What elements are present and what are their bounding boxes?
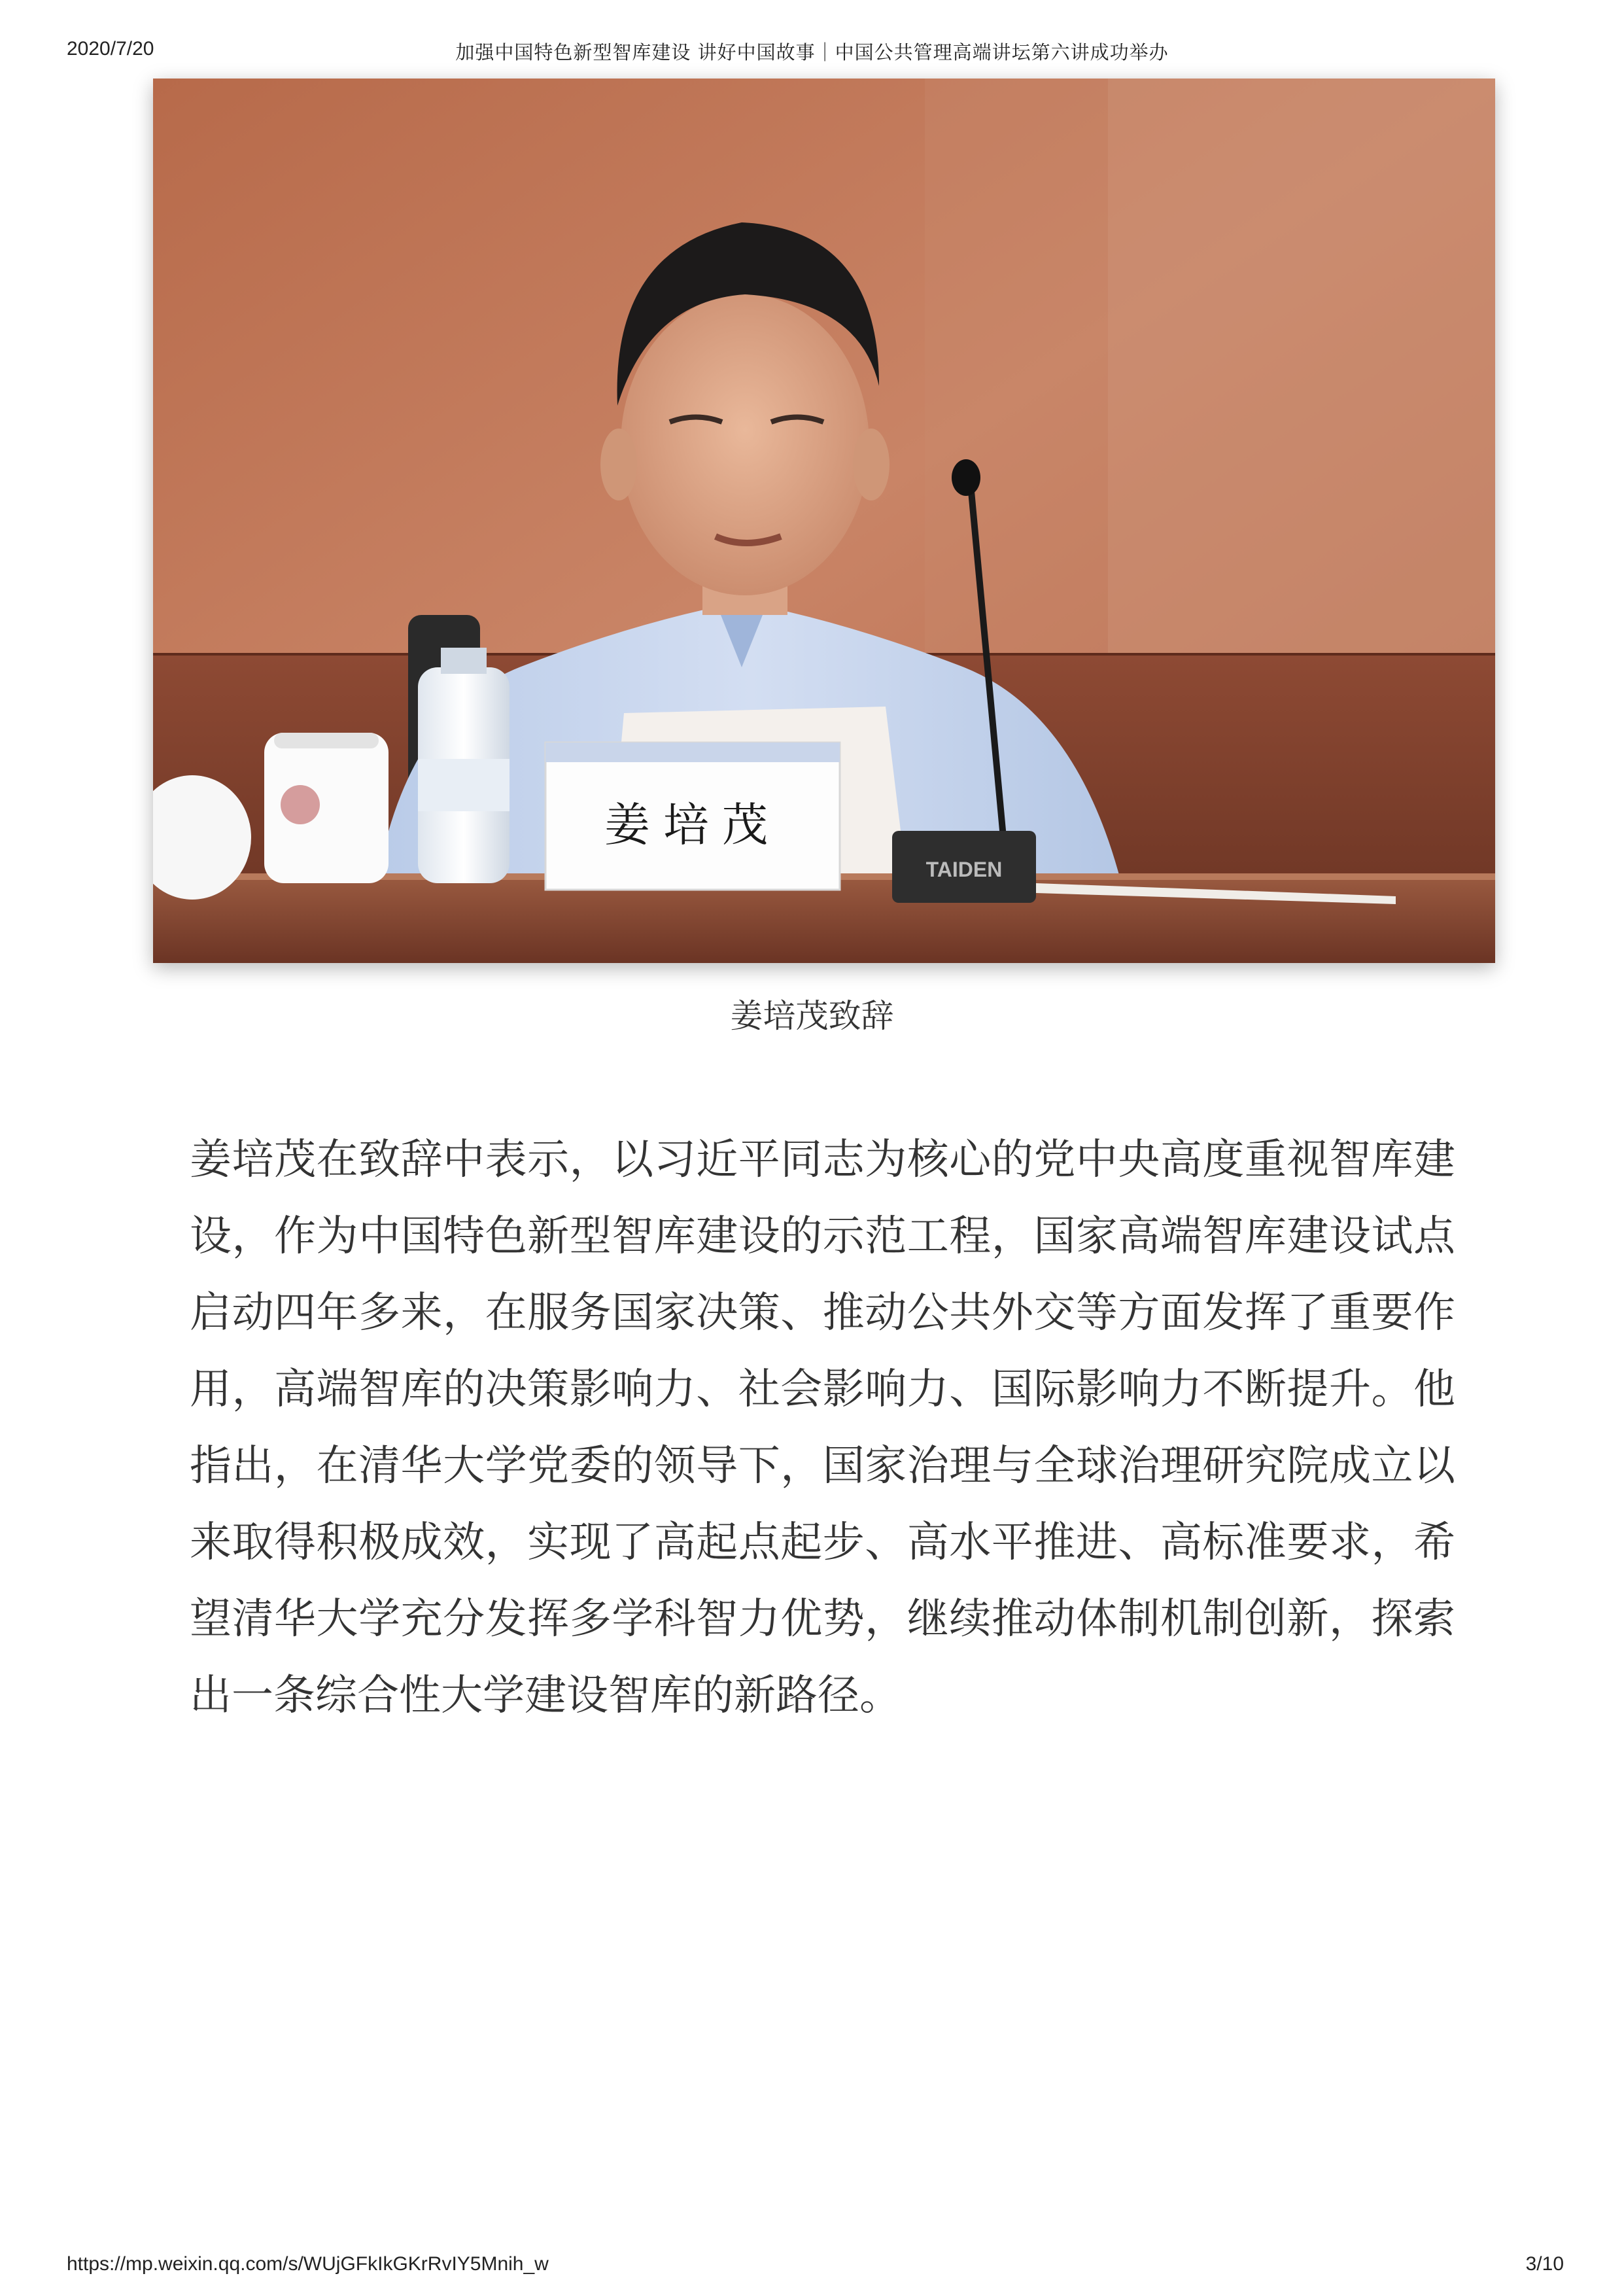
name-plate-text: 姜培茂 <box>604 798 781 852</box>
page-number: 3/10 <box>1525 2253 1564 2275</box>
speaker-photo <box>153 79 1495 963</box>
microphone-brand: TAIDEN <box>925 858 1003 881</box>
article-paragraph: 姜培茂在致辞中表示，以习近平同志为核心的党中央高度重视智库建设，作为中国特色新型智库建设的示范工程，国家高端智库建设试点启动四年多来，在服务国家决策、推动公共外交等方面发挥了重要作用，高端智库的决策影响力、社会影响力、国际影响力不断提升。他指出，在清华大学党委的领导下，国家治理与全球治理研究院成立以来取得积极成效，实现了高起点起步、高水平推进、高标准要求，希望清华大学充分发挥多学科智力优势，继续推动体制机制创新，探索出一条综合性大学建设智库的新路径。 <box>190 1136 1455 1720</box>
print-date: 2020/7/20 <box>67 38 154 60</box>
page-title: 加强中国特色新型智库建设 讲好中国故事｜中国公共管理高端讲坛第六讲成功举办 <box>455 41 1169 63</box>
page-url: https://mp.weixin.qq.com/s/WUjGFkIkGKrRvIY5Mnih_w <box>67 2253 549 2275</box>
photo-caption: 姜培茂致辞 <box>730 997 894 1035</box>
